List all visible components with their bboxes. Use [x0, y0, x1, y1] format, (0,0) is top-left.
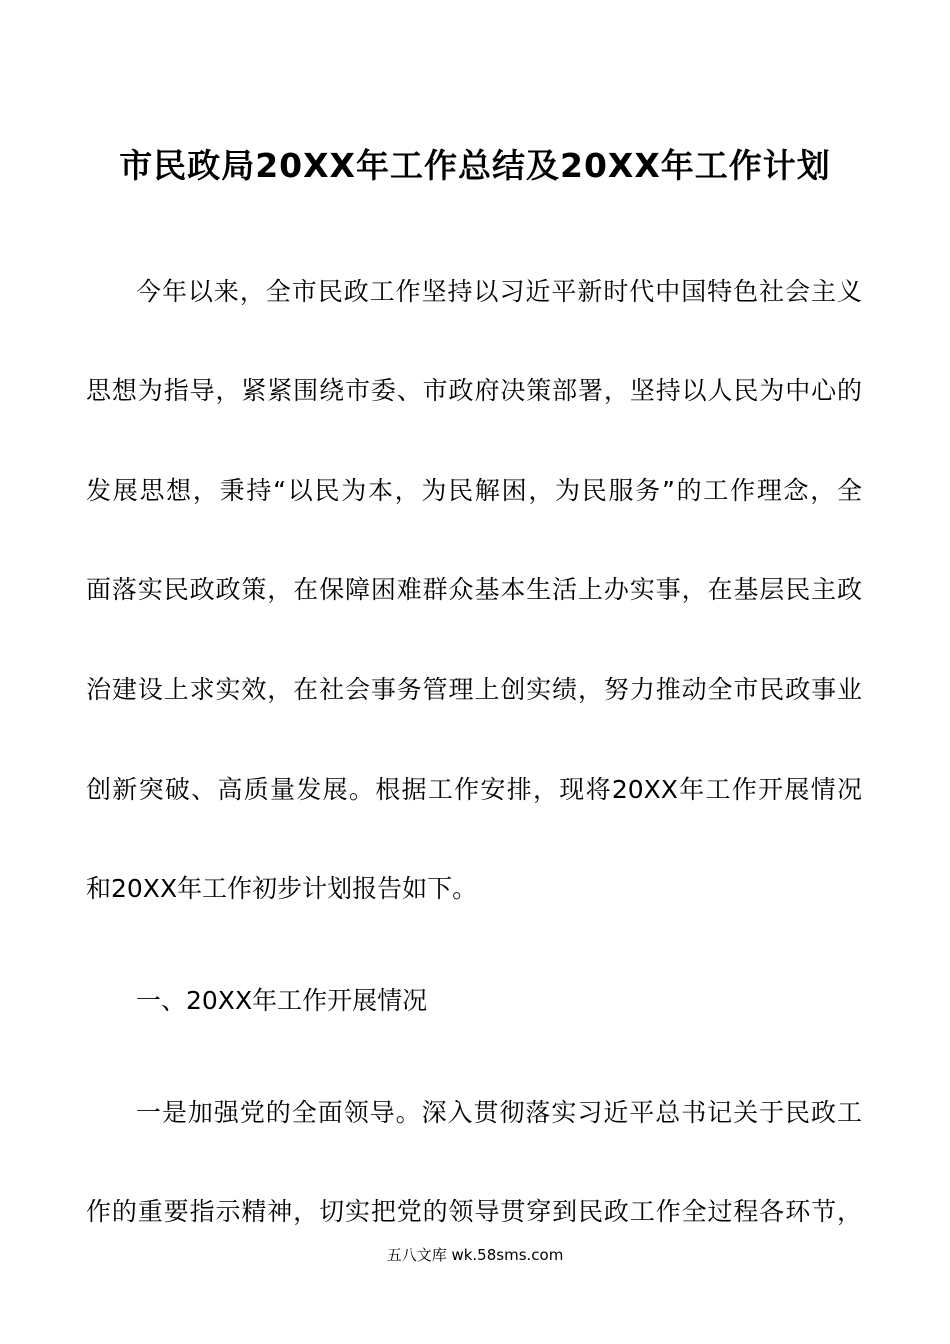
- paragraph-line: 和20XX年工作初步计划报告如下。: [86, 874, 478, 903]
- paragraph-line: 发展思想，秉持“以民为本，为民解困，为民服务”的工作理念，全: [86, 476, 862, 505]
- paragraph-line: 治建设上求实效，在社会事务管理上创实绩，努力推动全市民政事业: [86, 675, 862, 704]
- paragraph-line: 作的重要指示精神，切实把党的领导贯穿到民政工作全过程各环节，: [86, 1197, 862, 1226]
- section-heading: 一、20XX年工作开展情况: [136, 986, 428, 1015]
- paragraph-line: 创新突破、高质量发展。根据工作安排，现将20XX年工作开展情况: [86, 775, 862, 804]
- paragraph-line: 思想为指导，紧紧围绕市委、市政府决策部署，坚持以人民为中心的: [86, 376, 862, 405]
- footer-watermark: 五八文库 wk.58sms.com: [386, 1246, 564, 1264]
- document-title: 市民政局20XX年工作总结及20XX年工作计划: [119, 146, 831, 185]
- paragraph-line: 面落实民政政策，在保障困难群众基本生活上办实事，在基层民主政: [86, 575, 862, 604]
- paragraph-line: 一是加强党的全面领导。深入贯彻落实习近平总书记关于民政工: [136, 1098, 862, 1127]
- paragraph-line: 今年以来，全市民政工作坚持以习近平新时代中国特色社会主义: [136, 277, 862, 306]
